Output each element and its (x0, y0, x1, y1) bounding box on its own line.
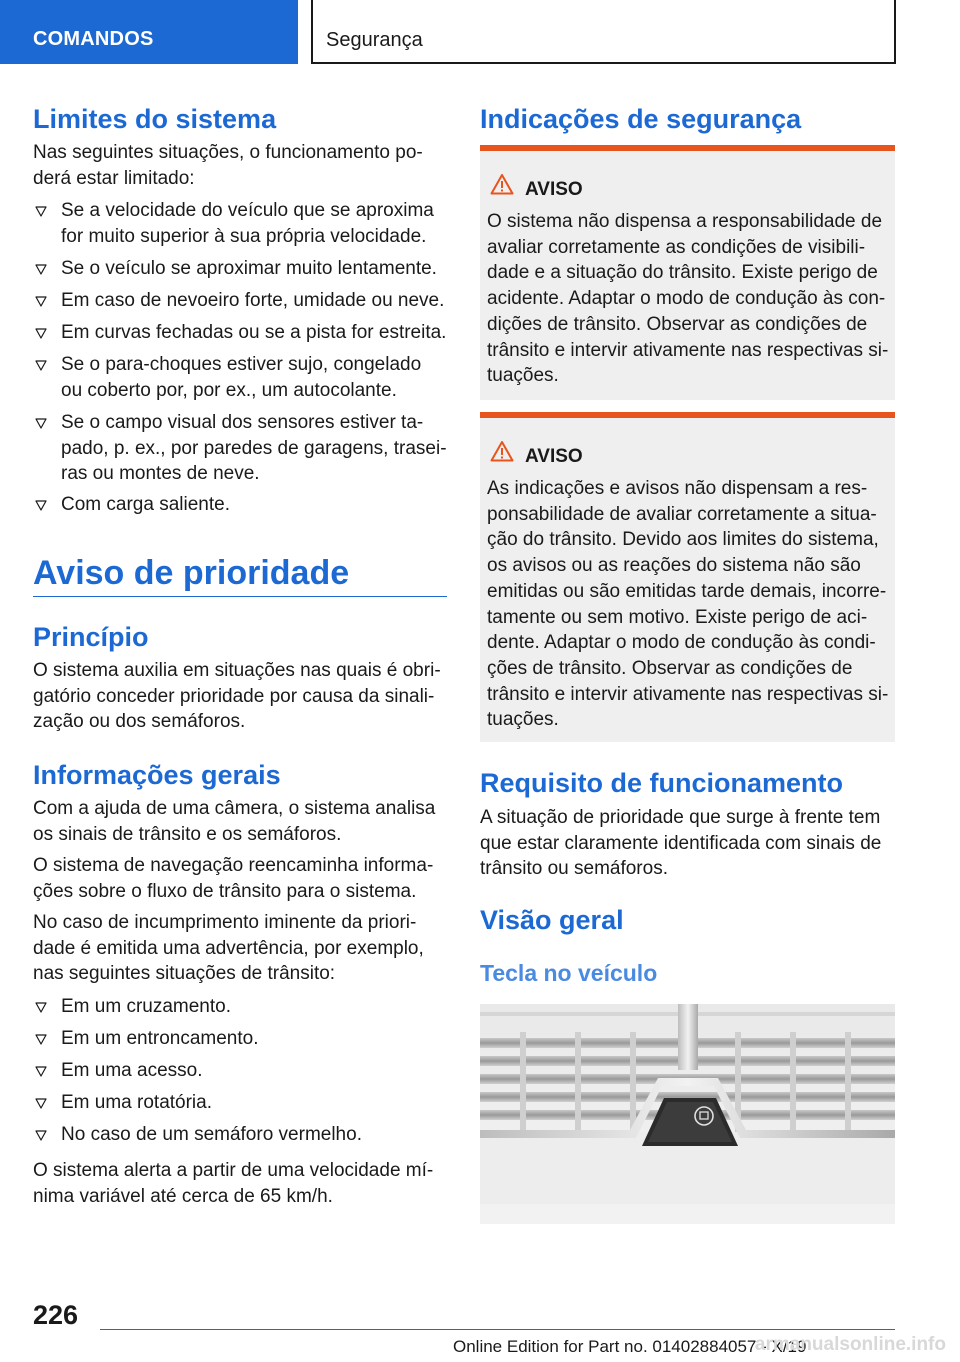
list-item (33, 320, 447, 346)
list-item-text: Se a velocidade do veículo que se aproxima for muito superior à sua própria velocidade. (61, 200, 434, 247)
requirement-text: A situação de prioridade que surge à frente tem que estar claramente identificada com sinais de trânsito ou semáforos. (480, 807, 882, 880)
button-heading: Tecla no veículo (480, 960, 658, 986)
triangle-bullet-icon (35, 328, 47, 339)
list-item (33, 1090, 447, 1116)
list-item-text: Se o veículo se aproximar muito lentamente. (61, 258, 437, 279)
warning-title-2: AVISO (525, 446, 583, 467)
list-item (33, 1026, 447, 1052)
general-paragraph-2: O sistema de navegação reencaminha informações sobre o fluxo de trânsito para o sistema. (33, 855, 434, 902)
heading-rule (33, 596, 447, 597)
topic-label: Segurança (326, 29, 423, 51)
list-item-text: Se o para-choques estiver sujo, congelado ou coberto por, por ex., um autocolante. (61, 354, 422, 401)
principle-heading: Princípio (33, 622, 149, 652)
triangle-bullet-icon (35, 1034, 47, 1045)
list-item-text: Em um cruzamento. (61, 996, 231, 1017)
list-item-text: Com carga saliente. (61, 494, 230, 515)
triangle-bullet-icon (35, 296, 47, 307)
list-item-text: Em curvas fechadas ou se a pista for estreita. (61, 322, 447, 343)
edition-text: Online Edition for Part no. 01402884057 - X/19 (453, 1337, 807, 1356)
warning-box-2 (480, 412, 895, 742)
triangle-bullet-icon (35, 500, 47, 511)
warning-text-1: O sistema não dispensa a responsabilidade de avaliar corretamente as condições de visibilidade e a situação do trânsito. Existe perigo de acidente. Adaptar o modo de condução às condições de trânsito. Observar as condições de trânsito e intervir ativamente nas respectivas situações. (487, 211, 889, 387)
list-item (33, 410, 447, 487)
vehicle-button-photo (480, 1004, 895, 1224)
section-tab (0, 0, 298, 64)
list-item (33, 994, 447, 1020)
list-item (33, 256, 447, 282)
triangle-bullet-icon (35, 1130, 47, 1141)
warning-triangle-icon (490, 173, 514, 195)
safety-heading: Indicações de segurança (480, 104, 802, 134)
general-paragraph-1: Com a ajuda de uma câmera, o sistema analisa os sinais de trânsito e os semáforos. (33, 798, 436, 845)
general-paragraph-3: No caso de incumprimento iminente da prioridade é emitida uma advertência, por exemplo, nas seguintes situações de trânsito: (33, 912, 424, 985)
priority-heading: Aviso de prioridade (33, 554, 350, 592)
watermark: armanualsonline.info (754, 1334, 946, 1355)
general-heading: Informações gerais (33, 760, 281, 790)
triangle-bullet-icon (35, 418, 47, 429)
warning-box-1 (480, 145, 895, 400)
list-item-text: No caso de um semáforo vermelho. (61, 1124, 362, 1145)
warning-triangle-icon (490, 440, 514, 462)
footer-rule (100, 1329, 895, 1330)
list-item-text: Se o campo visual dos sensores estiver tapado, p. ex., por paredes de garagens, traseiras ou montes de neve. (61, 412, 447, 485)
topic-tab (311, 0, 896, 64)
page-number: 226 (33, 1300, 79, 1330)
list-item (33, 198, 447, 249)
section-label: COMANDOS (33, 28, 154, 50)
triangle-bullet-icon (35, 1098, 47, 1109)
principle-text: O sistema auxilia em situações nas quais é obrigatório conceder prioridade por causa da sinalização ou dos semáforos. (33, 660, 441, 733)
list-item (33, 288, 447, 314)
triangle-bullet-icon (35, 1066, 47, 1077)
list-item (33, 1058, 447, 1084)
triangle-bullet-icon (35, 360, 47, 371)
list-item-text: Em um entroncamento. (61, 1028, 259, 1049)
requirement-heading: Requisito de funcionamento (480, 768, 844, 798)
triangle-bullet-icon (35, 206, 47, 217)
limits-intro: Nas seguintes situações, o funcionamento poderá estar limitado: (33, 142, 423, 189)
list-item (33, 492, 447, 518)
list-item-text: Em uma acesso. (61, 1060, 203, 1081)
general-paragraph-4: O sistema alerta a partir de uma velocidade mínima variável até cerca de 65 km/h. (33, 1160, 434, 1207)
limits-heading: Limites do sistema (33, 104, 277, 134)
list-item (33, 1122, 447, 1148)
list-item (33, 352, 447, 403)
overview-heading: Visão geral (480, 905, 624, 935)
warning-title-1: AVISO (525, 179, 583, 200)
triangle-bullet-icon (35, 1002, 47, 1013)
list-item-text: Em caso de nevoeiro forte, umidade ou neve. (61, 290, 445, 311)
triangle-bullet-icon (35, 264, 47, 275)
list-item-text: Em uma rotatória. (61, 1092, 212, 1113)
warning-text-2: As indicações e avisos não dispensam a responsabilidade de avaliar corretamente a situação do trânsito. Devido aos limites do sistema, os avisos ou as reações do sistema não são emitidas ou são emitidas tarde demais, incorretamente ou sem motivo. Existe perigo de acidente. Adaptar o modo de condução às condições de trânsito. Observar as condições de trânsito e intervir ativamente nas respectivas situações. (487, 478, 889, 731)
